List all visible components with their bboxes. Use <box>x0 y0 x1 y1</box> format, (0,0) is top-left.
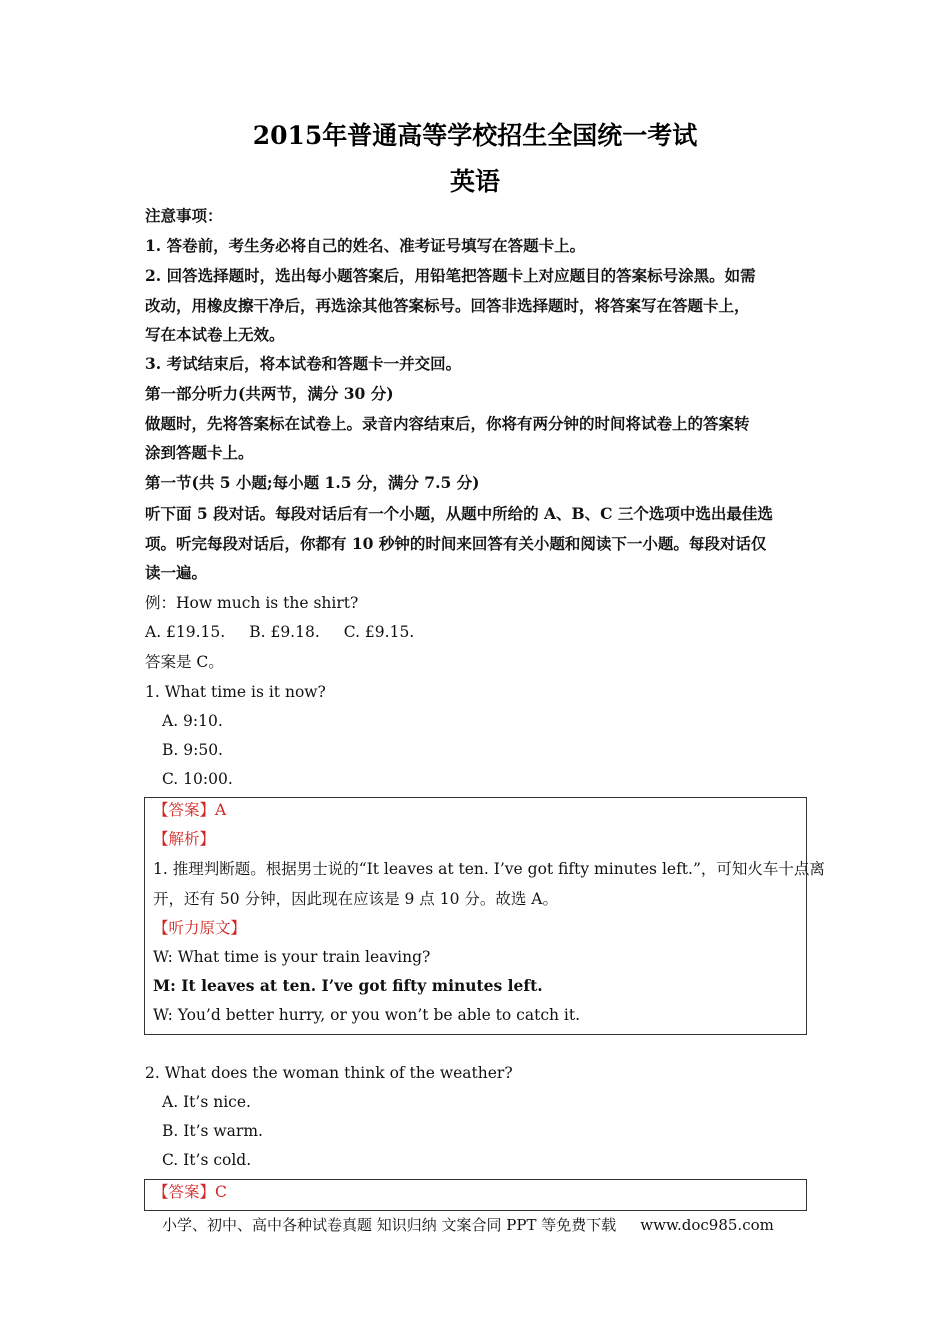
notice-item-3: 3. 考试结束后，将本试卷和答题卡一并交回。 <box>145 354 462 373</box>
q2-option-a: A. It’s nice. <box>162 1093 251 1111</box>
q2-option-b: B. It’s warm. <box>162 1122 263 1140</box>
q2-answer-label: 【答案】C <box>153 1183 227 1201</box>
exam-subject: 英语 <box>449 167 500 196</box>
q1-analysis-label: 【解析】 <box>153 830 216 848</box>
q1-dialog-line-3: W: You’d better hurry, or you won’t be able to catch it. <box>153 1006 581 1024</box>
q1-option-a: A. 9:10. <box>162 712 223 730</box>
footer-url[interactable]: www.doc985.com <box>640 1216 774 1234</box>
part1-instruction-line-2: 涂到答题卡上。 <box>145 443 254 462</box>
section1-heading: 第一节(共 5 小题;每小题 1.5 分，满分 7.5 分) <box>145 473 480 492</box>
example-option-c: C. £9.15. <box>343 623 415 641</box>
q1-analysis-line-1: 1. 推理判断题。根据男士说的“It leaves at ten. I’ve got fifty minutes left.”，可知火车十点离 <box>153 860 825 878</box>
q1-question: 1. What time is it now? <box>145 683 326 701</box>
notice-item-2-line-3: 写在本试卷上无效。 <box>145 325 285 344</box>
section1-instruction-line-2: 项。听完每段对话后，你都有 10 秒钟的时间来回答有关小题和阅读下一小题。每段对话仅 <box>145 534 767 553</box>
section1-instruction-line-3: 读一遍。 <box>145 563 208 582</box>
q2-option-c: C. It’s cold. <box>162 1151 252 1169</box>
part1-heading: 第一部分听力(共两节，满分 30 分) <box>145 384 394 403</box>
q2-answer-box <box>144 1179 807 1211</box>
example-option-b: B. £9.18. <box>249 623 320 641</box>
example-option-a: A. £19.15. <box>145 623 226 641</box>
q1-dialog-line-1: W: What time is your train leaving? <box>153 948 431 966</box>
example-options <box>145 622 815 642</box>
footer-text: 小学、初中、高中各种试卷真题 知识归纳 文案合同 PPT 等免费下载 <box>162 1216 617 1234</box>
q1-dialog-line-2: M: It leaves at ten. I’ve got fifty minutes left. <box>153 976 543 995</box>
exam-title: 2015年普通高等学校招生全国统一考试 <box>252 121 698 150</box>
example-question: 例：How much is the shirt? <box>145 594 359 612</box>
example-answer: 答案是 C。 <box>145 653 224 671</box>
notice-item-2-line-2: 改动，用橡皮擦干净后，再选涂其他答案标号。回答非选择题时，将答案写在答题卡上， <box>145 296 750 315</box>
notice-item-2-line-1: 2. 回答选择题时，选出每小题答案后，用铅笔把答题卡上对应题目的答案标号涂黑。如需 <box>145 266 756 285</box>
section1-instruction-line-1: 听下面 5 段对话。每段对话后有一个小题，从题中所给的 A、B、C 三个选项中选出最佳选 <box>145 504 773 523</box>
q1-analysis-line-2: 开，还有 50 分钟，因此现在应该是 9 点 10 分。故选 A。 <box>153 890 558 908</box>
q1-answer-label: 【答案】A <box>153 801 227 819</box>
q1-answer-box <box>144 797 807 1035</box>
q1-option-c: C. 10:00. <box>162 770 233 788</box>
q1-option-b: B. 9:50. <box>162 741 223 759</box>
notice-item-1: 1. 答卷前，考生务必将自己的姓名、准考证号填写在答题卡上。 <box>145 236 586 255</box>
part1-instruction-line-1: 做题时，先将答案标在试卷上。录音内容结束后，你将有两分钟的时间将试卷上的答案转 <box>145 414 750 433</box>
notice-heading: 注意事项： <box>145 206 223 225</box>
q2-question: 2. What does the woman think of the weather? <box>145 1064 513 1082</box>
page-footer <box>162 1214 774 1235</box>
q1-transcript-label: 【听力原文】 <box>153 919 247 937</box>
